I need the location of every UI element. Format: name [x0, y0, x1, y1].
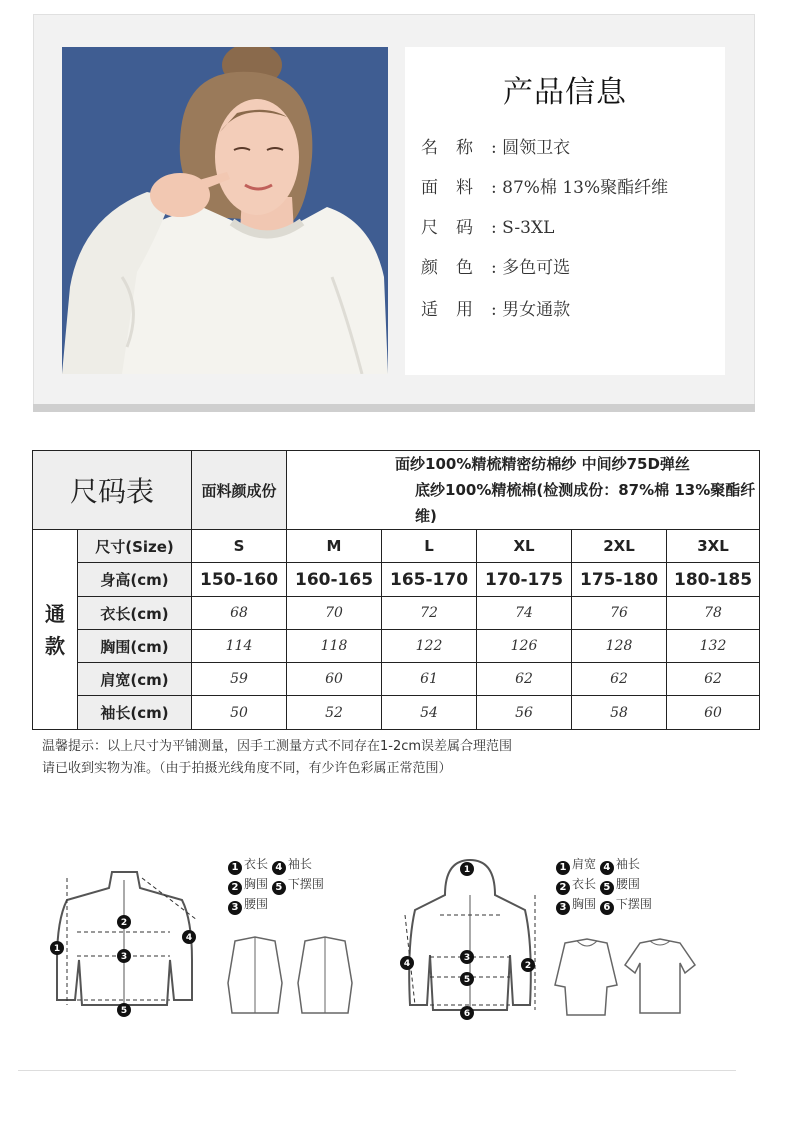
size-m: M [287, 530, 382, 563]
svg-text:4: 4 [185, 933, 193, 943]
size-2xl: 2XL [572, 530, 667, 563]
row-label-shoulder: 肩宽(cm) [78, 663, 192, 696]
card-shadow [33, 404, 755, 412]
table-cell: 175-180 [572, 563, 667, 597]
table-cell: 180-185 [667, 563, 760, 597]
table-cell: 61 [382, 663, 477, 696]
info-row-name: 名称: 圆领卫衣 [421, 138, 571, 158]
table-cell: 62 [477, 663, 572, 696]
fabric-line-1: 面纱100%精梳精密纺棉纱 中间纱75D弹丝 [395, 455, 690, 473]
size-3xl: 3XL [667, 530, 760, 563]
svg-text:3: 3 [120, 952, 128, 962]
table-cell: 60 [287, 663, 382, 696]
info-row-fabric: 面料: 87%棉 13%聚酯纤维 [421, 178, 669, 198]
model-illustration [62, 47, 388, 374]
table-cell: 118 [287, 630, 382, 663]
table-cell: 76 [572, 597, 667, 630]
table-cell: 58 [572, 696, 667, 730]
table-cell: 128 [572, 630, 667, 663]
table-cell: 122 [382, 630, 477, 663]
table-row [33, 597, 760, 630]
table-cell: 54 [382, 696, 477, 730]
divider [18, 1070, 736, 1071]
product-photo [62, 47, 388, 374]
table-row [33, 563, 760, 597]
table-cell: 60 [667, 696, 760, 730]
fabric-line-2: 底纱100%精梳棉(检测成份：87%棉 13%聚酯纤维) [415, 481, 756, 525]
table-cell: 56 [477, 696, 572, 730]
info-row-color: 颜色: 多色可选 [421, 258, 571, 278]
tip-line-2: 请已收到实物为准。（由于拍摄光线角度不同，有少许色彩属正常范围） [42, 761, 452, 776]
shirt-icons [545, 935, 700, 1020]
size-s: S [192, 530, 287, 563]
table-cell: 150-160 [192, 563, 287, 597]
svg-text:4: 4 [403, 959, 411, 969]
table-cell: 62 [667, 663, 760, 696]
table-cell: 160-165 [287, 563, 382, 597]
info-row-size: 尺码: S-3XL [421, 218, 555, 238]
fabric-description [287, 451, 760, 530]
row-label-length: 衣长(cm) [78, 597, 192, 630]
table-cell: 170-175 [477, 563, 572, 597]
product-info-title: 产品信息 [503, 75, 627, 110]
size-xl: XL [477, 530, 572, 563]
size-l: L [382, 530, 477, 563]
svg-text:2: 2 [524, 961, 532, 971]
table-cell: 59 [192, 663, 287, 696]
table-cell: 74 [477, 597, 572, 630]
row-label-chest: 胸围(cm) [78, 630, 192, 663]
table-cell: 70 [287, 597, 382, 630]
table-cell: 62 [572, 663, 667, 696]
table-row [33, 663, 760, 696]
svg-text:3: 3 [463, 953, 471, 963]
size-header-row [33, 530, 760, 563]
product-info-panel [405, 47, 725, 375]
svg-text:1: 1 [53, 944, 61, 954]
info-row-fit: 适用: 男女通款 [421, 300, 571, 320]
fabric-label: 面料颜成份 [192, 451, 287, 530]
table-cell: 52 [287, 696, 382, 730]
size-header-label: 尺寸(Size) [78, 530, 192, 563]
legend-right: 1 肩宽 4 袖长 2 衣长 5 腰围 3 胸围 6 下摆围 [556, 855, 652, 915]
unisex-label: 通 款 [33, 530, 78, 730]
size-table [32, 450, 760, 730]
hoodie-measure-diagram [395, 855, 545, 1025]
svg-text:1: 1 [463, 865, 471, 875]
table-row [33, 696, 760, 730]
table-cell: 126 [477, 630, 572, 663]
svg-text:5: 5 [120, 1006, 128, 1016]
table-row [33, 630, 760, 663]
table-cell: 50 [192, 696, 287, 730]
size-table-title: 尺码表 [33, 451, 192, 530]
table-cell: 78 [667, 597, 760, 630]
table-cell: 68 [192, 597, 287, 630]
jacket-measure-diagram [42, 860, 207, 1025]
jacket-icons [220, 933, 360, 1018]
table-cell: 114 [192, 630, 287, 663]
svg-text:6: 6 [463, 1009, 471, 1019]
table-cell: 72 [382, 597, 477, 630]
tip-line-1: 温馨提示：以上尺寸为平铺测量，因手工测量方式不同存在1-2cm误差属合理范围 [42, 739, 513, 754]
row-label-height: 身高(cm) [78, 563, 192, 597]
row-label-sleeve: 袖长(cm) [78, 696, 192, 730]
legend-left: 1 衣长 4 袖长 2 胸围 5 下摆围 3 腰围 [228, 855, 324, 915]
table-cell: 165-170 [382, 563, 477, 597]
table-cell: 132 [667, 630, 760, 663]
svg-text:2: 2 [120, 918, 128, 928]
svg-text:5: 5 [463, 975, 471, 985]
